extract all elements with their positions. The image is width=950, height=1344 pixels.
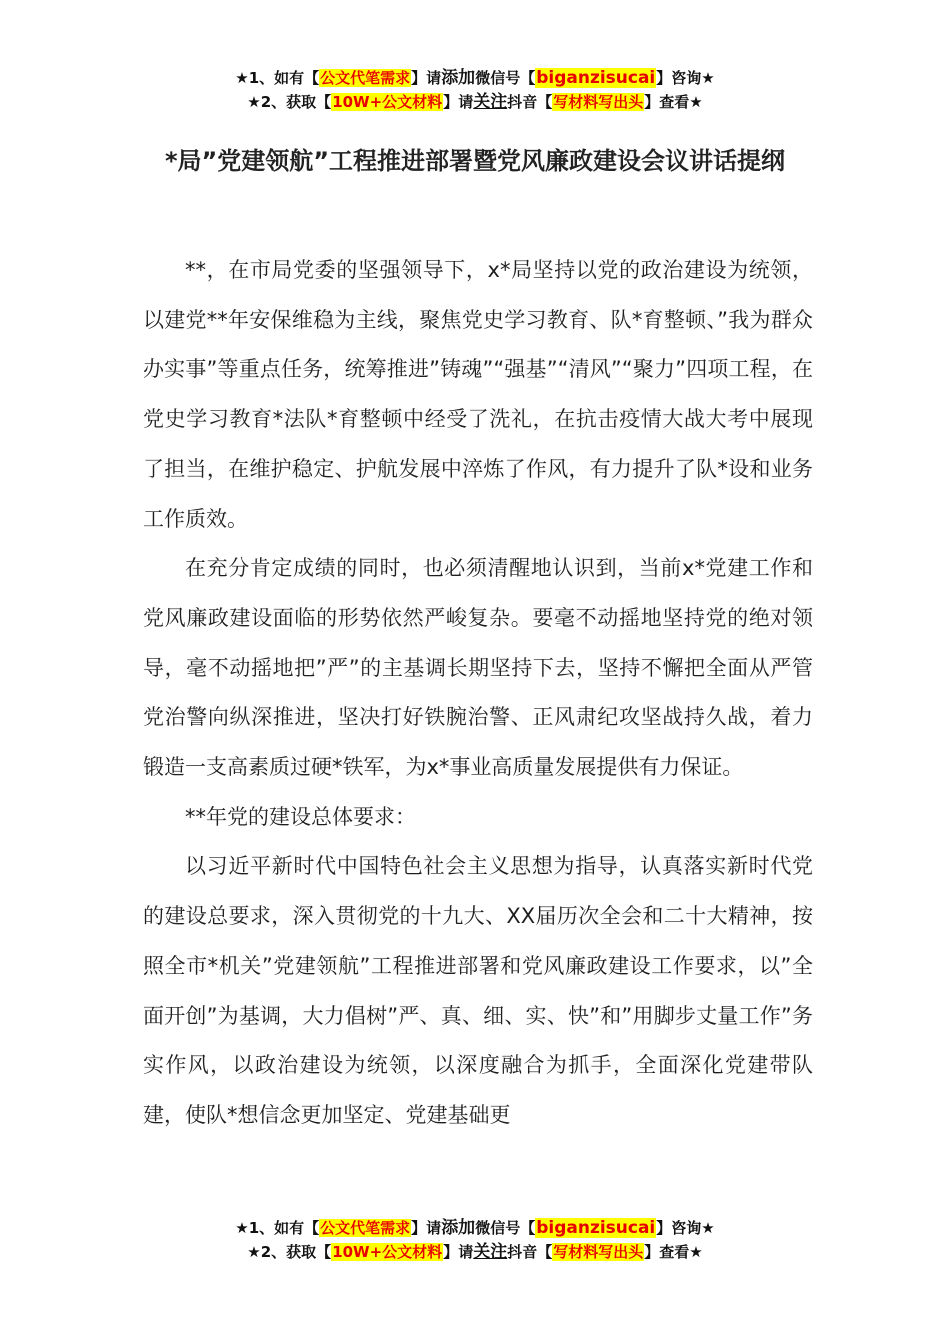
footer-notice [0,1216,950,1264]
notice-highlight: 10W+公文材料 [332,1243,443,1261]
notice-text: 添加 [441,68,476,88]
notice-text: 】请 [411,69,442,87]
document-title: *局”党建领航”工程推进部署暨党风廉政建设会议讲话提纲 [164,147,786,175]
notice-highlight: 写材料写出头 [553,1243,644,1261]
notice-text: 关注 [473,1242,508,1262]
notice-text: 添加 [441,1218,476,1238]
header-notice [0,66,950,114]
notice-highlight: 10W+公文材料 [332,93,443,111]
notice-text: ★1、如有【 [235,69,320,87]
document-body [143,246,813,1141]
body-paragraph: **年党的建设总体要求： [185,804,416,829]
notice-text: 微信号【 [475,1219,536,1237]
notice-highlight: biganzisucai [536,1218,656,1238]
notice-text: ★1、如有【 [235,1219,320,1237]
notice-highlight: 公文代笔需求 [320,69,411,87]
notice-text: 抖音【 [507,1243,553,1261]
notice-text: 】咨询★ [656,69,715,87]
notice-text: 】咨询★ [656,1219,715,1237]
notice-line-1 [0,1216,950,1240]
notice-line-2 [0,90,950,114]
body-paragraph: 在充分肯定成绩的同时，也必须清醒地认识到，当前x*党建工作和党风廉政建设面临的形势依然严峻复杂。要毫不动摇地坚持党的绝对领导，毫不动摇地把”严”的主基调长期坚持下去，坚持不懈把全面从严管党治警向纵深推进，坚决打好铁腕治警、正风肃纪攻坚战持久战，着力锻造一支高素质过硬*铁军，为x*事业高质量发展提供有力保证。 [143,556,813,780]
notice-highlight: biganzisucai [536,68,656,88]
notice-text: 抖音【 [507,93,553,111]
body-paragraph: 以习近平新时代中国特色社会主义思想为指导，认真落实新时代党的建设总要求，深入贯彻党的十九大、XX届历次全会和二十大精神，按照全市*机关”党建领航”工程推进部署和党风廉政建设工作要求，以”全面开创”为基调，大力倡树”严、真、细、实、快”和”用脚步丈量工作”务实作风，以政治建设为统领，以深度融合为抓手，全面深化党建带队建，使队*想信念更加坚定、党建基础更 [143,854,813,1127]
notice-text: 】查看★ [644,1243,703,1261]
notice-text: 】请 [443,93,474,111]
body-paragraph: **，在市局党委的坚强领导下，x*局坚持以党的政治建设为统领，以建党**年安保维稳为主线，聚焦党史学习教育、队*育整顿、”我为群众办实事”等重点任务，统筹推进”铸魂”“强基”“清风”“聚力”四项工程，在党史学习教育*法队*育整顿中经受了洗礼，在抗击疫情大战大考中展现了担当，在维护稳定、护航发展中淬炼了作风，有力提升了队*设和业务工作质效。 [143,258,813,531]
notice-highlight: 写材料写出头 [553,93,644,111]
notice-line-1 [0,66,950,90]
notice-text: ★2、获取【 [247,93,332,111]
notice-line-2 [0,1240,950,1264]
notice-text: 关注 [473,92,508,112]
notice-highlight: 公文代笔需求 [320,1219,411,1237]
notice-text: ★2、获取【 [247,1243,332,1261]
notice-text: 】请 [443,1243,474,1261]
notice-text: 】查看★ [644,93,703,111]
notice-text: 微信号【 [475,69,536,87]
notice-text: 】请 [411,1219,442,1237]
